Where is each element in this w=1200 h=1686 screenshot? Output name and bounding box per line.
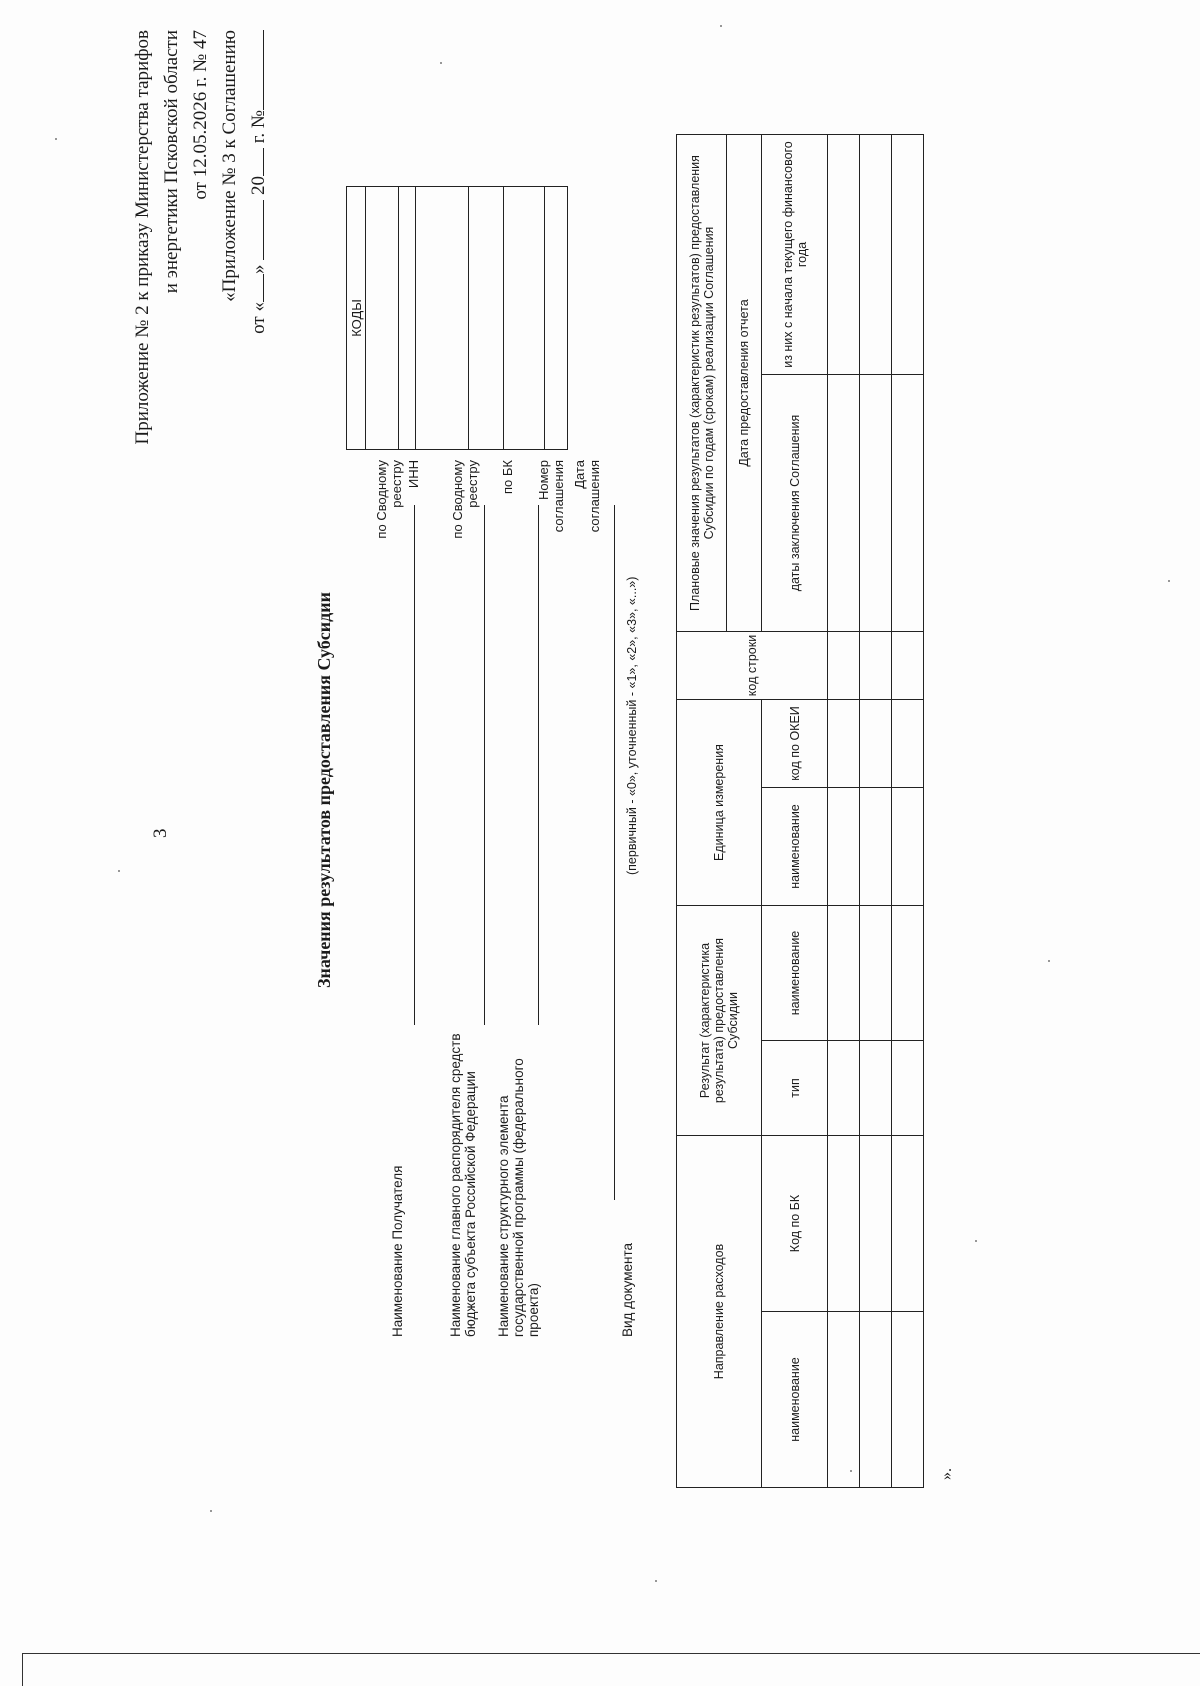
code-cell-svod-reestr-1[interactable] <box>366 187 399 450</box>
page-edge-bottom <box>22 1653 1200 1654</box>
structural-element-fill-line <box>538 505 539 1025</box>
header-line-3: от 12.05.2026 г. № 47 <box>190 30 211 200</box>
closing-mark: ». <box>938 1468 955 1480</box>
expense-name-header: наименование <box>762 1312 828 1488</box>
bk-code-header: Код по БК <box>762 1136 828 1312</box>
report-date-header: Дата предоставления отчета <box>727 135 762 632</box>
codes-table <box>346 186 568 450</box>
document-title: Значения результатов предоставления Субсидии <box>314 592 334 988</box>
result-name-header: наименование <box>762 906 828 1041</box>
row-code-header: код строки <box>677 632 828 700</box>
svod-reestr-label-2: по Сводному реестру <box>450 460 480 539</box>
blank-day <box>245 274 264 302</box>
unit-name-header: наименование <box>762 788 828 906</box>
chief-manager-fill-line <box>484 505 485 1025</box>
rotated-document <box>0 30 960 1600</box>
page-number: 3 <box>150 828 171 838</box>
doc-type-note: (первичный - «0», уточненный - «1», «2», «3», «...») <box>625 576 639 875</box>
header-number-label: г. № <box>248 110 269 144</box>
svod-reestr-label-1: по Сводному реестру <box>374 460 404 539</box>
doc-type-fill-line <box>614 505 615 1200</box>
recipient-fill-line <box>414 505 415 1025</box>
table-row <box>828 135 860 1488</box>
page-edge-left <box>22 1653 23 1686</box>
header-line-5 <box>244 30 273 550</box>
result-header: Результат (характеристика результата) предоставления Субсидии <box>677 906 762 1136</box>
agreement-number-label: Номер соглашения <box>536 460 566 533</box>
code-cell-svod-reestr-2[interactable] <box>416 187 469 450</box>
header-line-1: Приложение № 2 к приказу Министерства тарифов <box>132 30 153 445</box>
planned-values-header: Плановые значения результатов (характеристик результатов) предоставления Субсидии по годам (срокам) реализации Соглашения <box>677 135 727 632</box>
code-cell-agreement-date[interactable] <box>545 187 568 450</box>
code-cell-inn[interactable] <box>399 187 416 450</box>
code-cell-po-bk[interactable] <box>469 187 504 450</box>
header-line-2: и энергетики Псковской области <box>161 30 182 294</box>
okei-code-header: код по ОКЕИ <box>762 700 828 788</box>
table-row <box>892 135 924 1488</box>
result-type-header: тип <box>762 1041 828 1136</box>
header-date-mid: » <box>248 264 269 275</box>
expense-direction-header: Направление расходов <box>677 1136 762 1488</box>
agreement-date-label: Дата соглашения <box>572 460 602 533</box>
code-cell-agreement-number[interactable] <box>504 187 545 450</box>
from-year-start-header: из них с начала текущего финансового года <box>762 135 828 375</box>
header-year: 20 <box>248 176 269 196</box>
chief-manager-label: Наименование главного распорядителя средств бюджета субъекта Российской Федерации <box>448 1033 478 1337</box>
table-row <box>860 135 892 1488</box>
blank-month <box>245 200 264 260</box>
po-bk-label: по БК <box>500 460 515 494</box>
doc-type-label: Вид документа <box>620 1243 635 1337</box>
codes-header: КОДЫ <box>347 187 366 450</box>
structural-element-label: Наименование структурного элемента государственной программы (федерального проекта) <box>496 1058 541 1337</box>
recipient-label: Наименование Получателя <box>390 1165 405 1337</box>
appendix-header <box>128 30 273 550</box>
from-agreement-header: даты заключения Соглашения <box>762 375 828 632</box>
inn-label: ИНН <box>406 460 421 489</box>
header-line-4: «Приложение № 3 к Соглашению <box>219 30 240 302</box>
blank-year <box>245 148 264 176</box>
results-table <box>676 134 924 1488</box>
header-date-prefix: от « <box>248 302 269 334</box>
unit-header: Единица измерения <box>677 700 762 906</box>
blank-number <box>245 30 264 110</box>
